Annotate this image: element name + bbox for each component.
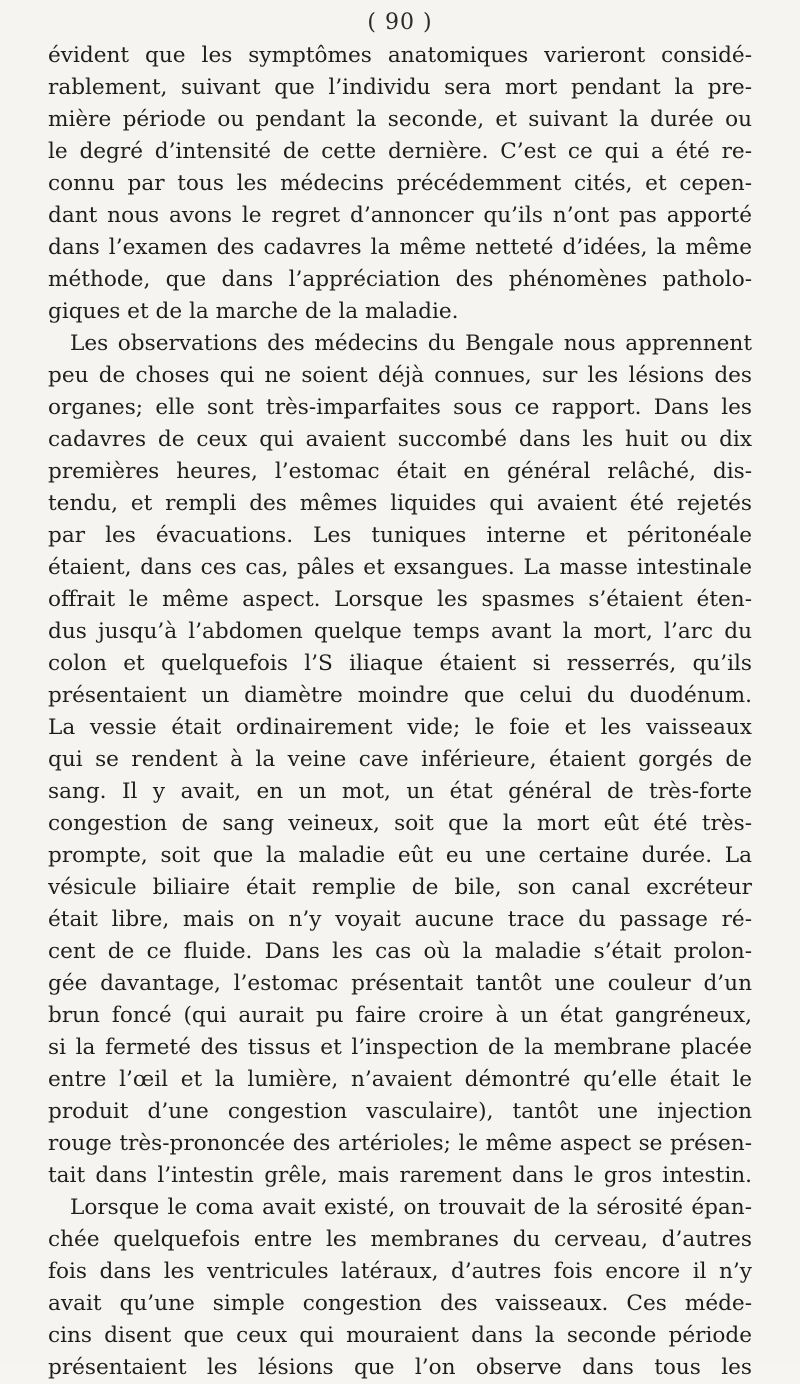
text-line: rablement, suivant que l’individu sera mort pendant la pre- <box>48 75 752 100</box>
text-line: entre l’œil et la lumière, n’avaient démontré qu’elle était le <box>48 1067 752 1092</box>
text-line: étaient, dans ces cas, pâles et exsangues. La masse intestinale <box>48 555 752 580</box>
text-line: peu de choses qui ne soient déjà connues, sur les lésions des <box>48 363 752 388</box>
body-text <box>48 40 752 1384</box>
text-line: Les observations des médecins du Bengale nous apprennent <box>70 331 752 356</box>
text-line: avait qu’une simple congestion des vaisseaux. Ces méde- <box>48 1291 752 1316</box>
text-line: méthode, que dans l’appréciation des phénomènes patholo- <box>48 267 752 292</box>
text-line: congestion de sang veineux, soit que la mort eût été très- <box>48 811 752 836</box>
page-number: ( 90 ) <box>367 10 433 35</box>
text-line: vésicule biliaire était remplie de bile, son canal excréteur <box>48 875 752 900</box>
text-line: était libre, mais on n’y voyait aucune trace du passage ré- <box>48 907 752 932</box>
text-line: gée davantage, l’estomac présentait tantôt une couleur d’un <box>48 971 752 996</box>
text-line: cadavres de ceux qui avaient succombé dans les huit ou dix <box>48 427 752 452</box>
text-line: sang. Il y avait, en un mot, un état général de très-forte <box>48 779 752 804</box>
text-line: qui se rendent à la veine cave inférieure, étaient gorgés de <box>48 747 752 772</box>
text-line: chée quelquefois entre les membranes du cerveau, d’autres <box>48 1227 752 1252</box>
text-line: colon et quelquefois l’S iliaque étaient si resserrés, qu’ils <box>48 651 752 676</box>
text-line: présentaient un diamètre moindre que celui du duodénum. <box>48 683 752 708</box>
text-line: évident que les symptômes anatomiques varieront considé- <box>48 43 752 68</box>
text-line: Lorsque le coma avait existé, on trouvait de la sérosité épan- <box>70 1195 752 1220</box>
text-line: cent de ce fluide. Dans les cas où la maladie s’était prolon- <box>48 939 752 964</box>
text-line: si la fermeté des tissus et l’inspection de la membrane placée <box>48 1035 752 1060</box>
text-line: organes; elle sont très-imparfaites sous ce rapport. Dans les <box>48 395 752 420</box>
text-line: premières heures, l’estomac était en général relâché, dis- <box>48 459 752 484</box>
text-line: giques et de la marche de la maladie. <box>48 299 459 324</box>
text-line: tait dans l’intestin grêle, mais rarement dans le gros intestin. <box>48 1163 752 1188</box>
text-line: dus jusqu’à l’abdomen quelque temps avant la mort, l’arc du <box>48 619 752 644</box>
text-line: le degré d’intensité de cette dernière. C’est ce qui a été re- <box>48 139 752 164</box>
text-line: fois dans les ventricules latéraux, d’autres fois encore il n’y <box>48 1259 752 1284</box>
text-line: par les évacuations. Les tuniques interne et péritonéale <box>48 523 752 548</box>
text-line: présentaient les lésions que l’on observe dans tous les <box>48 1355 752 1380</box>
text-line: offrait le même aspect. Lorsque les spasmes s’étaient éten- <box>48 587 752 612</box>
text-line: La vessie était ordinairement vide; le foie et les vaisseaux <box>48 715 752 740</box>
text-line: cins disent que ceux qui mouraient dans la seconde période <box>48 1323 752 1348</box>
text-line: dans l’examen des cadavres la même netteté d’idées, la même <box>48 235 752 260</box>
text-line: connu par tous les médecins précédemment cités, et cepen- <box>48 171 752 196</box>
text-line: rouge très-prononcée des artérioles; le même aspect se présen- <box>48 1131 752 1156</box>
text-line: tendu, et rempli des mêmes liquides qui avaient été rejetés <box>48 491 752 516</box>
text-line: dant nous avons le regret d’annoncer qu’ils n’ont pas apporté <box>48 203 752 228</box>
text-line: mière période ou pendant la seconde, et suivant la durée ou <box>48 107 752 132</box>
text-line: produit d’une congestion vasculaire), tantôt une injection <box>48 1099 752 1124</box>
text-line: prompte, soit que la maladie eût eu une certaine durée. La <box>48 843 752 868</box>
text-line: brun foncé (qui aurait pu faire croire à un état gangréneux, <box>48 1003 752 1028</box>
